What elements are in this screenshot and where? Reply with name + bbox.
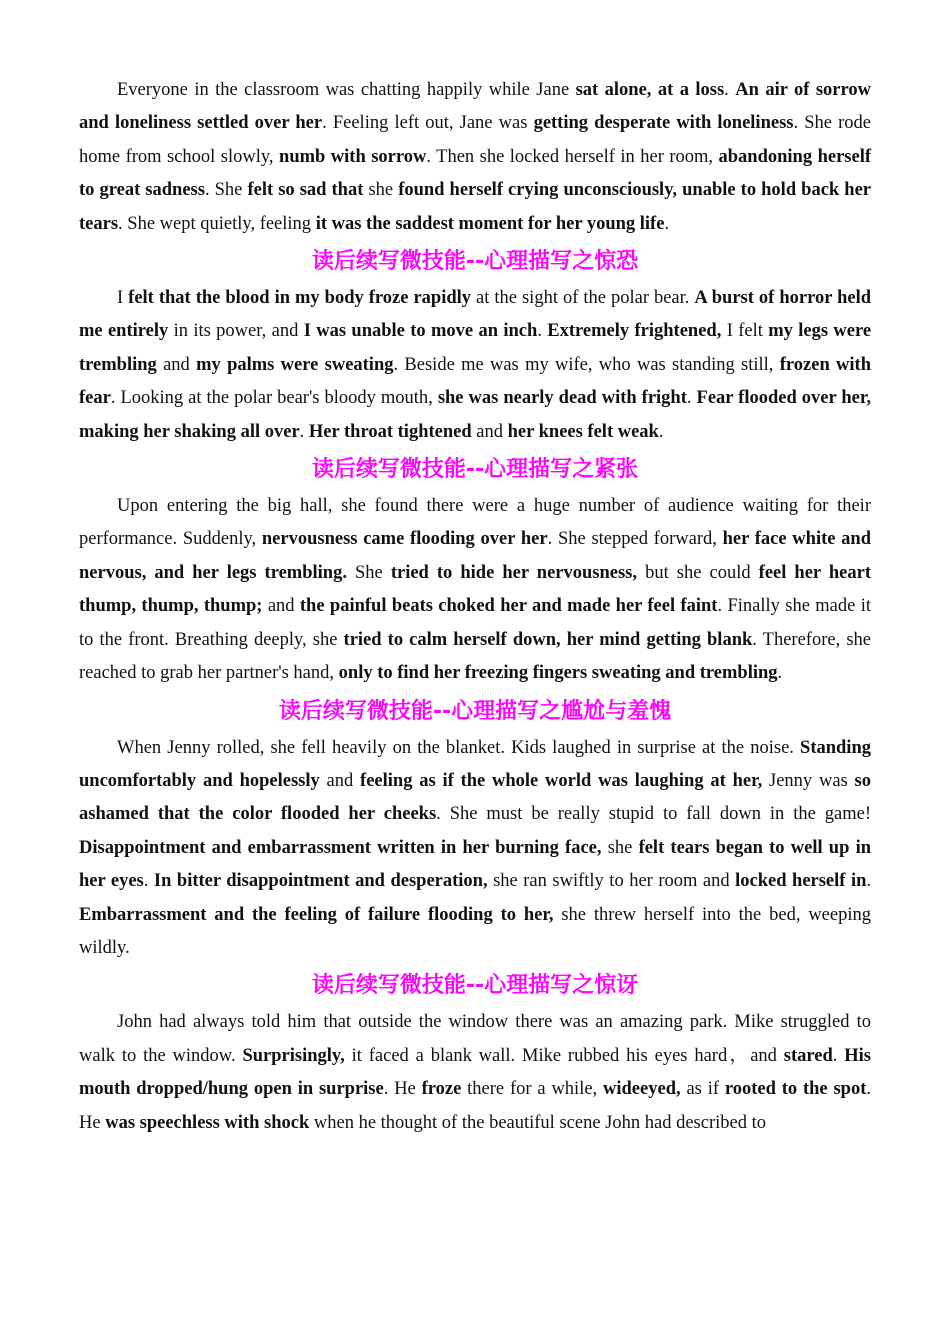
text-run: . Feeling left out, Jane was — [322, 113, 534, 134]
bold-phrase: Extremely frightened, — [547, 321, 722, 342]
bold-phrase: found herself crying unconsciously, unable to hold back her tears — [79, 180, 871, 234]
text-run: she ran swiftly to her room and — [487, 871, 736, 892]
text-run: . — [686, 388, 697, 409]
section-paragraph — [79, 490, 871, 690]
text-run: . — [724, 80, 736, 100]
section-heading: 读后续写微技能--心理描写之紧张 — [311, 457, 639, 483]
text-run: John had always told him that outside the window there was an amazing park. Mike struggled to walk to the window. — [79, 1012, 871, 1066]
text-run: . — [537, 321, 548, 342]
text-run: . She wept quietly, feeling — [118, 213, 316, 234]
section-paragraph — [79, 74, 871, 241]
text-run: . Finally she made it to the front. Breathing deeply, she — [79, 596, 871, 650]
bold-phrase: I was unable to move an inch — [303, 321, 538, 342]
bold-phrase: numb with sorrow — [279, 146, 427, 167]
text-run: when he thought of the beautiful scene John had described to — [309, 1112, 766, 1133]
section-heading: 读后续写微技能--心理描写之惊恐 — [311, 249, 639, 275]
bold-phrase: frozen with fear — [79, 354, 871, 409]
text-run: . — [832, 1045, 845, 1066]
text-run: . He — [79, 1079, 871, 1133]
bold-phrase: A burst of horror held me entirely — [79, 288, 871, 342]
bold-phrase: rooted to the spot — [724, 1079, 867, 1100]
bold-phrase: stared — [783, 1045, 833, 1066]
text-run: she — [601, 837, 639, 858]
bold-phrase: His mouth dropped/hung open in surprise — [79, 1045, 871, 1100]
bold-phrase: felt that the blood in my body froze rapidly — [128, 288, 472, 309]
bold-phrase: the painful beats choked her and made her feel faint — [299, 596, 718, 617]
bold-phrase: nervousness came flooding over her — [261, 529, 548, 550]
text-run: . She stepped forward, — [547, 529, 723, 550]
text-run: . — [866, 871, 872, 892]
bold-phrase: An air of sorrow and loneliness settled over her — [79, 80, 872, 134]
text-run: she threw herself into the bed, weeping wildly. — [79, 904, 871, 958]
text-run: and — [319, 770, 361, 791]
bold-phrase: only to find her freezing fingers sweating and trembling — [338, 663, 778, 684]
text-run: . — [143, 871, 154, 892]
text-run: Jenny was — [762, 770, 855, 791]
text-run: . — [299, 421, 309, 442]
bold-phrase: Surprisingly, — [242, 1045, 345, 1066]
bold-phrase: Embarrassment and the feeling of failure flooding to her, — [79, 904, 554, 925]
text-run: . Therefore, she reached to grab her partner's hand, — [79, 629, 871, 684]
section-paragraph — [79, 282, 871, 449]
bold-phrase: feeling as if the whole world was laughing at her, — [360, 770, 763, 791]
bold-phrase: tried to calm herself down, her mind getting blank — [343, 629, 753, 650]
bold-phrase: Standing uncomfortably and hopelessly — [79, 737, 871, 791]
text-run: it faced a blank wall. Mike rubbed his eyes hard，and — [344, 1045, 784, 1066]
bold-phrase: abandoning herself to great sadness — [79, 146, 872, 201]
text-run: . — [658, 421, 664, 442]
text-run: as if — [680, 1079, 725, 1100]
text-run: . She — [204, 180, 248, 201]
section-heading: 读后续写微技能--心理描写之惊讶 — [311, 973, 639, 999]
bold-phrase: her knees felt weak — [507, 421, 659, 442]
text-run: and — [262, 596, 300, 617]
text-run: but she could — [637, 562, 759, 583]
text-run: . — [777, 663, 783, 684]
section-heading: 读后续写微技能--心理描写之尴尬与羞愧 — [278, 698, 672, 724]
bold-phrase: Disappointment and embarrassment written in her burning face, — [79, 837, 602, 858]
text-run: . He — [383, 1079, 422, 1100]
bold-phrase: getting desperate with loneliness — [533, 113, 794, 134]
text-run: at the sight of the polar bear. — [471, 288, 695, 309]
bold-phrase: In bitter disappointment and desperation, — [153, 871, 488, 892]
section-paragraph — [79, 1006, 871, 1140]
text-run: . Beside me was my wife, who was standing still, — [393, 354, 780, 375]
text-run: Everyone in the classroom was chatting happily while Jane — [117, 80, 576, 100]
text-run: she — [363, 180, 399, 201]
text-run: . — [664, 213, 670, 234]
bold-phrase: my legs were trembling — [79, 321, 872, 375]
bold-phrase: my palms were sweating — [196, 354, 394, 375]
text-run: and — [156, 354, 197, 375]
bold-phrase: her face white and nervous, and her legs trembling. — [79, 529, 872, 583]
text-run: When Jenny rolled, she fell heavily on the blanket. Kids laughed in surprise at the noise. — [117, 737, 801, 758]
bold-phrase: Fear flooded over her, making her shaking all over — [79, 388, 871, 442]
bold-phrase: wideeyed, — [603, 1079, 681, 1100]
bold-phrase: feel her heart thump, thump, thump; — [79, 562, 871, 617]
bold-phrase: was speechless with shock — [105, 1112, 310, 1133]
bold-phrase: felt tears began to well up in her eyes — [79, 837, 871, 892]
bold-phrase: locked herself in — [735, 871, 867, 892]
bold-phrase: so ashamed that the color flooded her cheeks — [79, 770, 871, 825]
bold-phrase: Her throat tightened — [308, 421, 472, 442]
text-run: I felt — [721, 321, 769, 342]
text-run: there for a while, — [461, 1079, 604, 1100]
text-run: . Looking at the polar bear's bloody mouth, — [110, 388, 438, 409]
text-run: and — [471, 421, 508, 442]
text-run: She — [346, 562, 391, 583]
bold-phrase: felt so sad that — [247, 180, 364, 201]
bold-phrase: it was the saddest moment for her young life — [315, 213, 665, 234]
text-run: Upon entering the big hall, she found there were a huge number of audience waiting for their performance. Suddenly, — [79, 496, 871, 550]
bold-phrase: tried to hide her nervousness, — [390, 562, 638, 583]
bold-phrase: sat alone, at a loss — [575, 80, 725, 100]
bold-phrase: she was nearly dead with fright — [437, 388, 687, 409]
bold-phrase: froze — [421, 1079, 462, 1100]
section-paragraph — [79, 732, 871, 966]
text-run: . Then she locked herself in her room, — [426, 146, 719, 167]
text-run: I — [117, 288, 129, 309]
text-run: . She rode home from school slowly, — [79, 113, 871, 167]
text-run: in its power, and — [168, 321, 304, 342]
text-run: . She must be really stupid to fall down in the game! — [436, 804, 871, 825]
